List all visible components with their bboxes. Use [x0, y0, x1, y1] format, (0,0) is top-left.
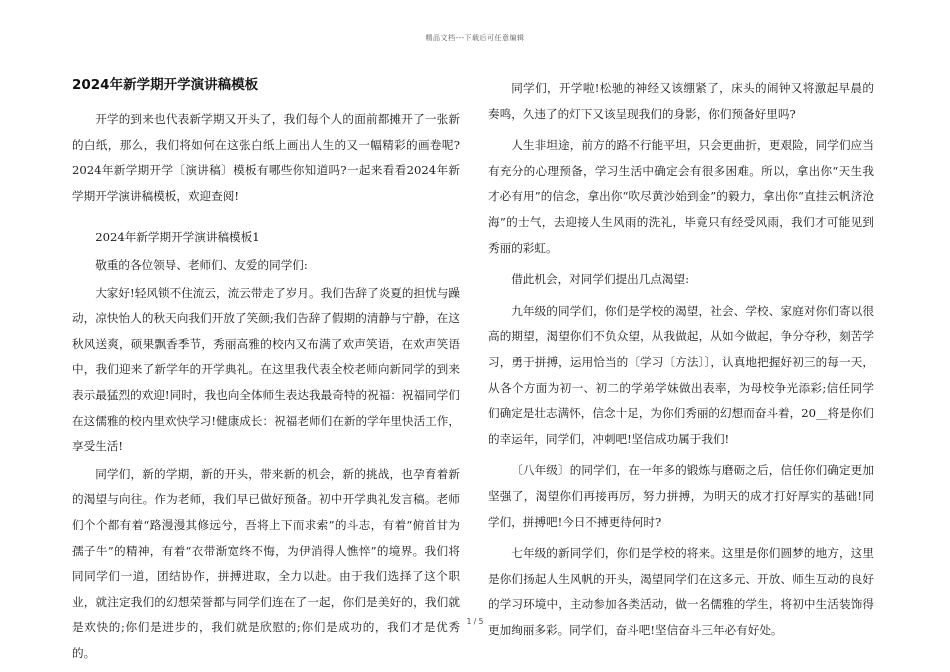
right-column: [488, 76, 874, 649]
body-paragraph: 大家好!轻风锁不住流云，流云带走了岁月。我们告辞了炎夏的担忧与躁动，凉快怡人的秋天向我们开放了笑颜;我们告辞了假期的清静与宁静，在这秋风送爽，硕果飘香季节，秀丽高雅的校内又布满了欢声笑语，在欢声笑语中，我们迎来了新学年的开学典礼。在这里我代表全校老师向新同学的到来表示最猛烈的欢迎!同时，我也向全体师生表达我最奇特的祝福：祝福同学们在这儒雅的校内里欢快学习!健康成长：祝福老师们在新的学年里快活工作，享受生活!: [72, 285, 460, 454]
intro-paragraph: 开学的到来也代表新学期又开头了，我们每个人的面前都摊开了一张新的白纸，那么，我们将如何在这张白纸上画出人生的又一幅精彩的画卷呢?2024年新学期开学〔演讲稿〕模板有哪些你知道吗?一起来看看2024年新学期开学演讲稿模板，欢迎查阅!: [72, 112, 460, 203]
document-title: 2024年新学期开学演讲稿模板: [72, 77, 259, 93]
header-note: 精品文档---下载后可任意编辑: [425, 34, 525, 42]
body-paragraph: 借此机会，对同学们提出几点渴望:: [511, 272, 690, 287]
left-column: [72, 76, 460, 668]
template-heading: 2024年新学期开学演讲稿模板1: [95, 230, 260, 245]
salutation: 敬重的各位领导、老师们、友爱的同学们:: [95, 257, 308, 272]
body-paragraph: 同学们，新的学期，新的开头，带来新的机会，新的挑战，也孕育着新的渴望与向往。作为老师，我们早已做好预备。初中开学典礼发言稿。老师们个个都有着“路漫漫其修远兮，吾将上下而求索”的斗志，有着“俯首甘为孺子牛”的精神，有着“衣带渐宽终不悔，为伊消得人憔悴”的境界。我们将同同学们一道，团结协作，拼搏进取，全力以赴。由于我们选择了这个职业，就注定我们的幻想荣誉都与同学们连在了一起，你们是美好的，我们就是欢快的;你们是进步的，我们就是欣慰的;你们是成功的，我们才是优秀的。: [72, 466, 460, 660]
body-paragraph: 九年级的同学们，你们是学校的渴望，社会、学校、家庭对你们寄以很高的期望，渴望你们不负众望，从我做起，从如今做起，争分夺秒，刻苦学习，勇于拼搏，运用恰当的〔学习〔方法〕〕，认真地把握好初三的每一天，从各个方面为初一、初二的学弟学妹做出表率，为母校争光添彩;信任同学们确定是壮志满怀，信念十足，为你们秀丽的幻想而奋斗着，20__将是你们的幸运年，同学们，冲刺吧!坚信成功属于我们!: [488, 303, 874, 446]
page-number: 1 / 5: [466, 617, 484, 626]
body-paragraph: 人生非坦途，前方的路不行能平坦，只会更曲折，更艰险，同学们应当有充分的心理预备，学习生活中确定会有很多困难。所以，拿出你“天生我才必有用”的信念，拿出你“吹尽黄沙始到金”的毅力，拿出你“直挂云帆济沧海”的士气，去迎接人生风雨的洗礼，毕竟只有经受风雨，我们才可能见到秀丽的彩虹。: [488, 138, 874, 255]
body-paragraph: 七年级的新同学们，你们是学校的将来。这里是你们圆梦的地方，这里是你们扬起人生风帆的开头，渴望同学们在这多元、开放、师生互动的良好的学习环境中，主动参加各类活动，做一名儒雅的学生，将初中生活装饰得更加绚丽多彩。同学们，奋斗吧!坚信奋斗三年必有好处。: [488, 546, 874, 637]
body-paragraph: 〔八年级〕的同学们，在一年多的锻炼与磨砺之后，信任你们确定更加坚强了，渴望你们再接再厉，努力拼搏，为明天的成才打好厚实的基础!同学们，拼搏吧!今日不搏更待何时?: [488, 463, 874, 529]
body-paragraph: 同学们，开学啦!松驰的神经又该绷紧了，床头的闹钟又将激起早晨的奏鸣，久违了的灯下又该呈现我们的身影，你们预备好里吗?: [488, 81, 874, 121]
